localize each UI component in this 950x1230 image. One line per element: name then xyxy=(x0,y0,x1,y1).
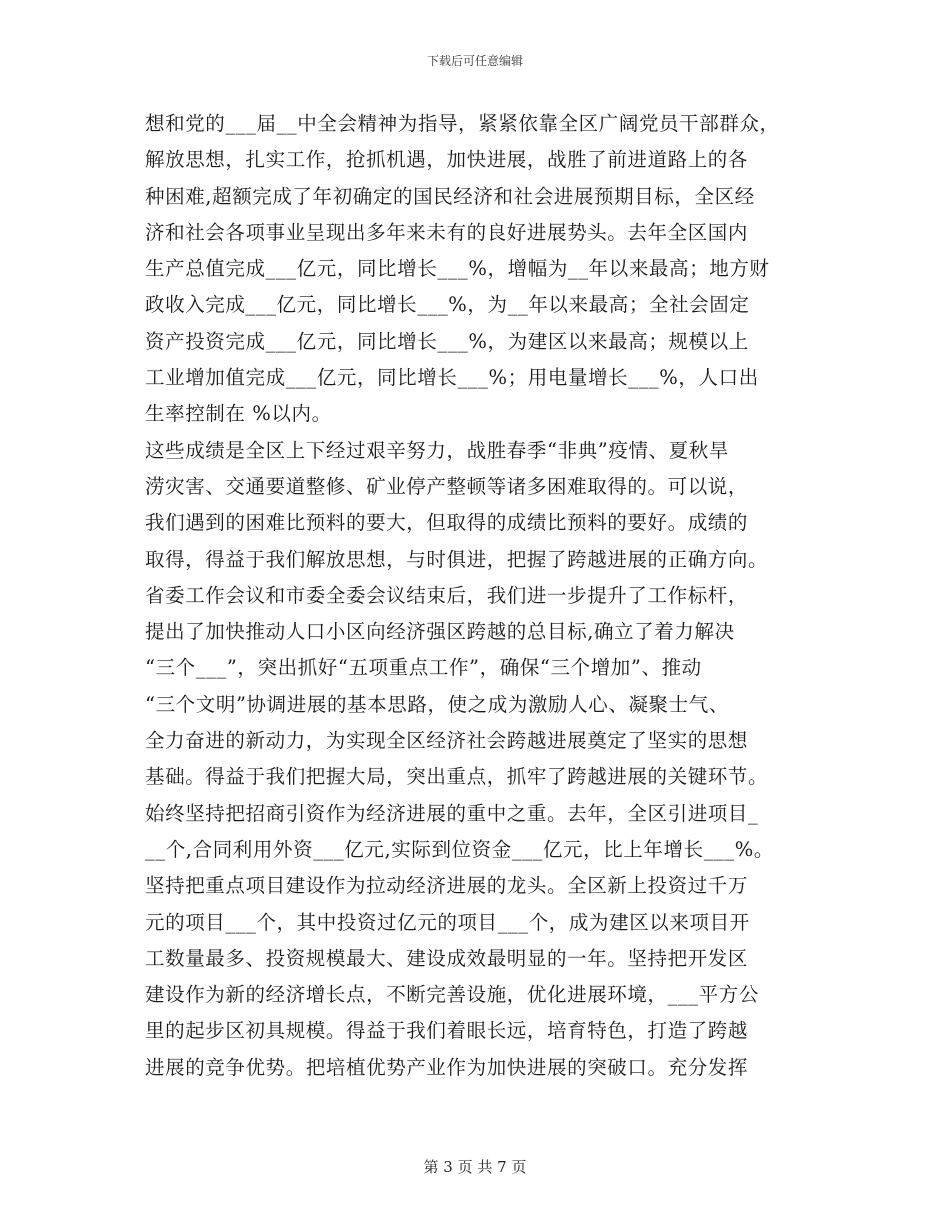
text-line: 我们遇到的困难比预料的要大，但取得的成绩比预料的要好。成绩的 xyxy=(145,511,749,535)
text-line: 建设作为新的经济增长点，不断完善设施，优化进展环境，___平方公 xyxy=(145,983,759,1007)
text-line: 省委工作会议和市委全委会议结束后，我们进一步提升了工作标杆， xyxy=(145,583,749,607)
text-line: 济和社会各项事业呈现出多年来未有的良好进展势头。去年全区国内 xyxy=(145,220,749,244)
text-line: 提出了加快推动人口小区向经济强区跨越的总目标,确立了着力解决 xyxy=(145,620,735,644)
text-line: 坚持把重点项目建设作为拉动经济进展的龙头。全区新上投资过千万 xyxy=(145,874,749,898)
page-number: 第 3 页 共 7 页 xyxy=(423,1158,527,1176)
text-line: 想和党的___届__中全会精神为指导，紧紧依靠全区广阔党员干部群众， xyxy=(145,112,780,135)
text-line: 基础。得益于我们把握大局，突出重点，抓牢了跨越进展的关键环节。 xyxy=(145,765,769,789)
text-line: 涝灾害、交通要道整修、矿业停产整顿等诸多困难取得的。可以说， xyxy=(145,474,749,498)
text-line: 种困难,超额完成了年初确定的国民经济和社会进展预期目标，全区经 xyxy=(145,184,755,208)
text-line: 这些成绩是全区上下经过艰辛努力，战胜春季“非典”疫情、夏秋旱 xyxy=(145,438,729,462)
text-line: 政收入完成___亿元，同比增长___%，为__年以来最高；全社会固定 xyxy=(145,293,750,317)
text-line: 生产总值完成___亿元，同比增长___%，增幅为__年以来最高；地方财 xyxy=(145,257,770,281)
page-header: 下载后可任意编辑 xyxy=(426,54,523,68)
text-line: 生率控制在 %以内。 xyxy=(145,402,332,426)
text-line: 全力奋进的新动力，为实现全区经济社会跨越进展奠定了坚实的思想 xyxy=(145,729,749,753)
text-line: 解放思想，扎实工作，抢抓机遇，加快进展，战胜了前进道路上的各 xyxy=(145,148,749,172)
document-body xyxy=(145,106,810,1086)
text-line: 元的项目___个，其中投资过亿元的项目___个，成为建区以来项目开 xyxy=(145,910,750,934)
text-line: 进展的竞争优势。把培植优势产业作为加快进展的突破口。充分发挥 xyxy=(145,1055,749,1079)
text-line: __个,合同利用外资___亿元,实际到位资金___亿元，比上年增长___%。 xyxy=(145,837,774,861)
text-line: 始终坚持把招商引资作为经济进展的重中之重。去年，全区引进项目_ xyxy=(145,801,759,825)
text-line: “三个___”，突出抓好“五项重点工作”，确保“三个增加”、推动 xyxy=(145,656,702,680)
text-line: 工业增加值完成___亿元，同比增长___%；用电量增长___%，人口出 xyxy=(145,366,759,390)
text-line: 取得，得益于我们解放思想，与时俱进，把握了跨越进展的正确方向。 xyxy=(145,547,769,571)
text-line: 工数量最多、投资规模最大、建设成效最明显的一年。坚持把开发区 xyxy=(145,946,749,970)
text-line: “三个文明”协调进展的基本思路，使之成为激励人心、凝聚士气、 xyxy=(145,692,729,716)
text-line: 资产投资完成___亿元，同比增长___%，为建区以来最高；规模以上 xyxy=(145,329,749,353)
text-line: 里的起步区初具规模。得益于我们着眼长远，培育特色，打造了跨越 xyxy=(145,1019,749,1043)
